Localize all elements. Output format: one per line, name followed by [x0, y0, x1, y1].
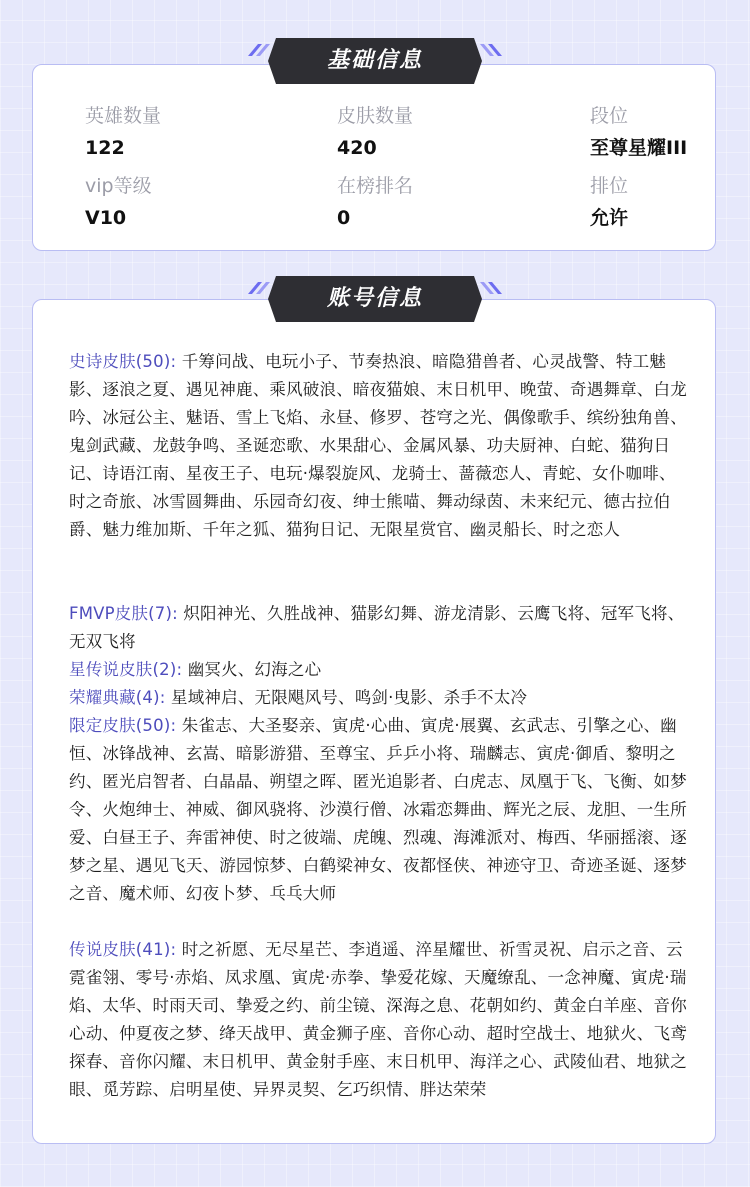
- section-title: 账号信息: [326, 286, 423, 311]
- field-ranked-allowed: [590, 173, 628, 231]
- field-label: 英雄数量: [85, 105, 162, 127]
- field-label: 在榜排名: [337, 175, 414, 197]
- field-rank-tier: [590, 103, 687, 161]
- skin-list: 幽冥火、幻海之心: [187, 660, 322, 679]
- category-label: FMVP皮肤(7):: [69, 604, 178, 623]
- account-info-card: [32, 299, 716, 1144]
- field-label: 段位: [590, 105, 629, 127]
- skin-list: 星域神启、无限飓风号、鸣剑·曳影、杀手不太冷: [171, 688, 528, 707]
- skin-section-epic: [69, 348, 689, 544]
- skin-list: 炽阳神光、久胜战神、猫影幻舞、游龙清影、云鹰飞将、冠军飞将、无双飞将: [69, 604, 685, 651]
- skin-list: 千筹问战、电玩小子、节奏热浪、暗隐猎兽者、心灵战警、特工魅影、逐浪之夏、遇见神鹿、乘风破浪、暗夜猫娘、末日机甲、晚萤、奇遇舞章、白龙吟、冰冠公主、魅语、雪上飞焰、永昼、修罗、苍穹之光、偶像歌手、缤纷独角兽、鬼剑武藏、龙鼓争鸣、圣诞恋歌、水果甜心、金属风暴、功夫厨神、白蛇、猫狗日记、诗语江南、星夜王子、电玩·爆裂旋风、龙骑士、蔷薇恋人、青蛇、女仆咖啡、时之奇旅、冰雪圆舞曲、乐园奇幻夜、绅士熊喵、舞动绿茵、未来纪元、德古拉伯爵、魅力维加斯、千年之狐、猫狗日记、无限星赏官、幽灵船长、时之恋人: [69, 352, 687, 539]
- skin-section-glory-collection: [69, 684, 689, 712]
- skin-list: 朱雀志、大圣娶亲、寅虎·心曲、寅虎·展翼、玄武志、引擎之心、幽恒、冰锋战神、玄嵩、暗影游猎、至尊宝、乒乒小将、瑞麟志、寅虎·御盾、黎明之约、匿光启智者、白晶晶、朔望之晖、匿光追影者、白虎志、凤凰于飞、飞衡、如梦令、火炮绅士、神威、御风骁将、沙漠行僧、冰霜恋舞曲、辉光之辰、龙胆、一生所爱、白昼王子、奔雷神使、时之彼端、虎魄、烈魂、海滩派对、梅西、华丽摇滚、逐梦之星、遇见飞天、游园惊梦、白鹤梁神女、夜都怪侠、神迹守卫、奇迹圣诞、逐梦之音、魔术师、幻夜卜梦、乓乓大师: [69, 716, 687, 903]
- basic-info-header: [248, 38, 502, 84]
- field-leaderboard-rank: [337, 173, 413, 231]
- field-label: 皮肤数量: [337, 105, 414, 127]
- skin-section-star-legend: [69, 656, 689, 684]
- field-value: 允许: [590, 207, 629, 229]
- skin-section-legend: [69, 936, 689, 1104]
- category-label: 限定皮肤(50):: [69, 716, 177, 735]
- section-title: 基础信息: [326, 48, 423, 73]
- category-label: 传说皮肤(41):: [69, 940, 177, 959]
- field-label: vip等级: [85, 175, 152, 197]
- account-info-header: [248, 276, 502, 322]
- field-skin-count: [337, 103, 413, 161]
- skin-list: 时之祈愿、无尽星芒、李逍遥、淬星耀世、祈雪灵祝、启示之音、云霓雀翎、零号·赤焰、凤求凰、寅虎·赤拳、挚爱花嫁、天魔缭乱、一念神魔、寅虎·瑞焰、太华、时雨天司、挚爱之约、前尘镜、深海之息、花朝如约、黄金白羊座、音你心动、仲夏夜之梦、绛天战甲、黄金狮子座、音你心动、超时空战士、地狱火、飞鸢探春、音你闪耀、末日机甲、黄金射手座、末日机甲、海洋之心、武陵仙君、地狱之眼、觅芳踪、启明星使、异界灵契、乞巧织情、胖达荣荣: [69, 940, 687, 1099]
- field-label: 排位: [590, 175, 629, 197]
- field-value: 至尊星耀III: [590, 137, 688, 159]
- basic-info-card: [32, 64, 716, 251]
- category-label: 星传说皮肤(2):: [69, 660, 183, 679]
- field-value: 420: [337, 137, 377, 159]
- skin-section-limited: [69, 712, 689, 908]
- field-value: V10: [85, 207, 127, 229]
- category-label: 史诗皮肤(50):: [69, 352, 177, 371]
- skin-section-fmvp: [69, 600, 689, 656]
- field-hero-count: [85, 103, 161, 161]
- field-vip-level: [85, 173, 152, 231]
- category-label: 荣耀典藏(4):: [69, 688, 166, 707]
- field-value: 122: [85, 137, 125, 159]
- field-value: 0: [337, 207, 351, 229]
